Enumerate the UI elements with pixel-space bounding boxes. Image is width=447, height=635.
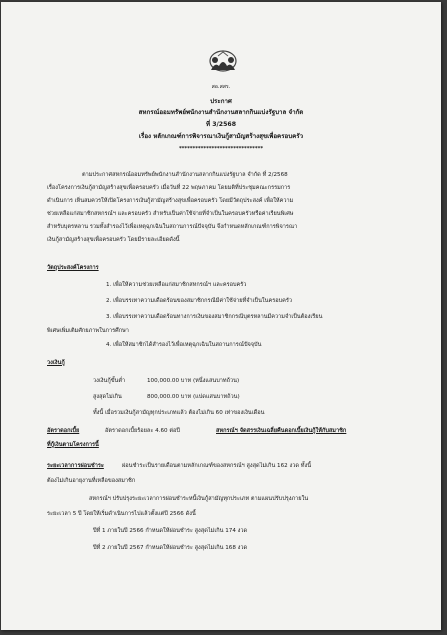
- min-amount-label: วงเงินกู้ขั้นต่ำ: [93, 378, 126, 384]
- cooperative-logo: [205, 48, 241, 82]
- amount-note: ทั้งนี้ เมื่อรวมเงินกู้สามัญทุกประเภทแล้ว ต้องไม่เกิน 60 เท่าของเงินเดือน: [93, 410, 265, 416]
- objective-item: 1. เพื่อให้ความช่วยเหลือแก่สมาชิกสหกรณ์ฯ และครอบครัว: [106, 282, 247, 288]
- interest-rate-text: อัตราดอกเบี้ยร้อยละ 4.60 ต่อปี: [105, 428, 180, 434]
- org-short-name: สอ.สสร.: [211, 84, 231, 90]
- max-amount-label: สูงสุดไม่เกิน: [93, 394, 122, 400]
- interest-label: อัตราดอกเบี้ย: [47, 428, 80, 434]
- intro-line: เรื่องโครงการเงินกู้สามัญสร้างสุขเพื่อครอบครัว เมื่อวันที่ 22 พฤษภาคม โดยมติที่ประชุมคณะกรรมการ: [47, 185, 291, 191]
- announcement-title: ประกาศ: [210, 98, 232, 105]
- intro-line: สำหรับบุตรหลาน รวมทั้งสำรองไว้เพื่อเหตุฉุกเฉินในสถานการณ์ปัจจุบัน จึงกำหนดหลักเกณฑ์การพิจารณา: [47, 224, 298, 230]
- repayment-line: ระยะเวลา 5 ปี โดยให้เริ่มดำเนินการไปแล้วตั้งแต่ปี 2566 ดังนี้: [47, 511, 196, 517]
- objective-item: 2. เพื่อบรรเทาความเดือดร้อนของสมาชิกกรณีมีค่าใช้จ่ายที่จำเป็นในครอบครัว: [106, 298, 293, 304]
- min-amount-value: 100,000.00 บาท (หนึ่งแสนบาทถ้วน): [147, 378, 240, 384]
- intro-line: ตามประกาศสหกรณ์ออมทรัพย์พนักงานสำนักงานสลากกินแบ่งรัฐบาล จำกัด ที่ 2/2568: [82, 172, 288, 178]
- interest-refund-text: สหกรณ์ฯ จัดสรรเงินเฉลี่ยคืนดอกเบี้ยเงินกู้ให้กับสมาชิก: [216, 428, 347, 434]
- interest-refund-text-continued: ที่กู้เงินตามโครงการนี้: [47, 442, 99, 448]
- document-page: [1, 2, 441, 630]
- announcement-subject: เรื่อง หลักเกณฑ์การพิจารณาเงินกู้สามัญสร้างสุขเพื่อครอบครัว: [138, 133, 304, 140]
- loan-amount-heading: วงเงินกู้: [47, 360, 65, 366]
- repayment-line: สหกรณ์ฯ ปรับปรุงระยะเวลาการผ่อนชำระหนี้เงินกู้สามัญทุกประเภท ตามแผนปรับปรุงภายใน: [89, 496, 309, 502]
- max-amount-value: 800,000.00 บาท (แปดแสนบาทถ้วน): [147, 394, 240, 400]
- announcement-number: ที่ 3/2568: [205, 121, 237, 128]
- objective-item: 4. เพื่อให้สมาชิกได้สำรองไว้เพื่อเหตุฉุกเฉินในสถานการณ์ปัจจุบัน: [106, 342, 262, 348]
- repayment-year-item: ปีที่ 2 ภายในปี 2567 กำหนดให้ผ่อนชำระ สูงสุดไม่เกิน 168 งวด: [93, 545, 248, 551]
- intro-line: เงินกู้สามัญสร้างสุขเพื่อครอบครัว โดยมีรายละเอียดดังนี้: [47, 237, 180, 243]
- divider-stars: *******************************: [178, 146, 264, 152]
- intro-line: ช่วยเหลือแก่สมาชิกสหกรณ์ฯ และครอบครัว สำหรับเป็นค่าใช้จ่ายที่จำเป็นในครอบครัวหรือค่าเรียนพิเศษ: [47, 211, 294, 217]
- repayment-line: ผ่อนชำระเป็นรายเดือนตามหลักเกณฑ์ของสหกรณ์ฯ สูงสุดไม่เกิน 162 งวด ทั้งนี้: [122, 463, 312, 469]
- repayment-line: ต้องไม่เกินอายุงานที่เหลือของสมาชิก: [47, 478, 136, 484]
- organization-name: สหกรณ์ออมทรัพย์พนักงานสำนักงานสลากกินแบ่งรัฐบาล จำกัด: [138, 109, 304, 116]
- objective-item-continued: พิเศษเพิ่มเติมศักยภาพในการศึกษา: [47, 328, 129, 334]
- repayment-year-item: ปีที่ 1 ภายในปี 2566 กำหนดให้ผ่อนชำระ สูงสุดไม่เกิน 174 งวด: [93, 528, 248, 534]
- objective-item: 3. เพื่อบรรเทาความเดือดร้อนทางการเงินของสมาชิกกรณีบุตรหลานมีความจำเป็นต้องเรียน: [106, 314, 323, 320]
- repayment-label: ระยะเวลาการผ่อนชำระ: [47, 463, 104, 469]
- objectives-heading: วัตถุประสงค์โครงการ: [47, 265, 99, 271]
- intro-line: ดำเนินการ เห็นสมควรให้เปิดโครงการเงินกู้สามัญสร้างสุขเพื่อครอบครัว โดยมีวัตถุประสงค์ เพื่อให้ความ: [47, 198, 294, 204]
